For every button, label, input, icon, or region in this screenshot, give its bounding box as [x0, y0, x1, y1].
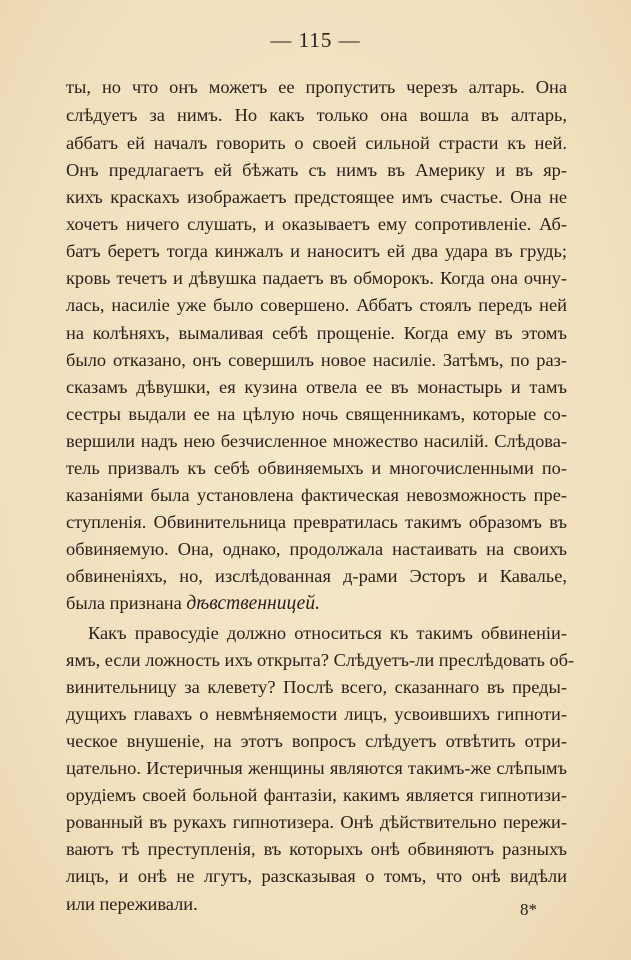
- page-number: — 115 —: [270, 28, 361, 52]
- text-line: ческое внушеніе, на этотъ вопросъ слѣдуетъ отвѣтить отри-: [66, 731, 567, 751]
- text-line: батъ беретъ тогда кинжалъ и наноситъ ей два удара въ грудь;: [66, 241, 567, 261]
- text-line: винительницу за клевету? Послѣ всего, сказаннаго въ преды-: [66, 677, 567, 697]
- text-line: аббатъ ей началъ говорить о своей сильной страсти къ ней.: [66, 133, 567, 153]
- emphasis-text: дѣвственницей.: [186, 593, 320, 614]
- text-line: ступленія. Обвинительница превратилась такимъ образомъ въ: [66, 512, 567, 532]
- text-line: лась, насиліе уже было совершено. Аббатъ стоялъ передъ ней: [66, 295, 567, 315]
- text-line: хочетъ ничего слушать, и оказываетъ ему сопротивленіе. Аб-: [66, 214, 567, 234]
- text-line: сказамъ дѣвушки, ея кузина отвела ее въ монастырь и тамъ: [66, 377, 567, 397]
- text-line: ваютъ тѣ преступленія, въ которыхъ онѣ обвиняютъ разныхъ: [66, 839, 567, 859]
- text-line: Какъ правосудіе должно относиться къ такимъ обвиненіи-: [88, 623, 567, 643]
- text-line: орудіемъ своей больной фантазіи, какимъ является гипнотизи-: [66, 785, 567, 805]
- text-line: казаніями была установлена фактическая невозможность пре-: [66, 485, 567, 505]
- text-line: кихъ краскахъ изображаетъ предстоящее имъ счастье. Она не: [66, 187, 567, 207]
- text-line: обвиненіяхъ, но, изслѣдованная д-рами Эсторъ и Кавалье,: [66, 566, 567, 586]
- text-line: Онъ предлагаетъ ей бѣжать съ нимъ въ Америку и въ яр-: [66, 160, 567, 180]
- text-line: лицъ, и онѣ не лгутъ, разсказывая о томъ, что онѣ видѣли: [66, 866, 567, 886]
- text-line: ты, но что онъ можетъ ее пропустить черезъ алтарь. Она: [66, 77, 567, 97]
- text-line: обвиняемую. Она, однако, продолжала настаивать на своихъ: [66, 539, 567, 559]
- text-line: ямъ, если ложность ихъ открыта? Слѣдуетъ-ли преслѣдовать об-: [66, 650, 575, 670]
- text-line: кровь течетъ и дѣвушка падаетъ въ обморокъ. Когда она очну-: [66, 268, 567, 288]
- text-line-last: [66, 592, 567, 615]
- text-line: дущихъ главахъ о невмѣняемости лицъ, усвоившихъ гипноти-: [66, 704, 567, 724]
- text-line: на колѣняхъ, вымаливая себѣ прощеніе. Когда ему въ этомъ: [66, 323, 567, 343]
- signature-mark: 8*: [520, 900, 537, 919]
- text-line: или переживали.: [66, 894, 198, 914]
- text-line: было отказано, онъ совершилъ новое насиліе. Затѣмъ, по раз-: [66, 350, 567, 370]
- text-line: цательно. Истеричныя женщины являются такимъ-же слѣпымъ: [66, 758, 567, 778]
- text-line: вершили надъ нею безчисленное множество насилій. Слѣдова-: [66, 431, 567, 451]
- text-span: была признана: [66, 593, 187, 613]
- text-line: тель призвалъ къ себѣ обвиняемыхъ и многочисленными по-: [66, 458, 567, 478]
- text-line: рованный въ рукахъ гипнотизера. Онѣ дѣйствительно пережи-: [66, 812, 567, 832]
- text-line: слѣдуетъ за нимъ. Но какъ только она вошла въ алтарь,: [66, 105, 567, 125]
- text-line: сестры выдали ее на цѣлую ночь священникамъ, которые со-: [66, 404, 567, 424]
